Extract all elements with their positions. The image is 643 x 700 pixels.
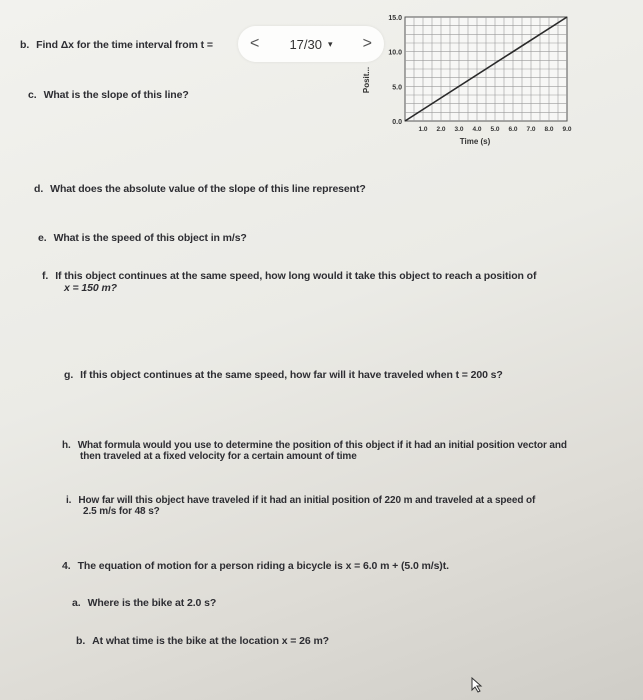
question-g <box>64 369 503 381</box>
question-h-line2: then traveled at a fixed velocity for a certain amount of time <box>80 451 357 462</box>
question-c-label: c. <box>28 89 37 101</box>
x-tick-labels <box>418 126 571 133</box>
question-d <box>34 183 366 195</box>
question-e-text: What is the speed of this object in m/s? <box>53 232 247 244</box>
question-c-text: What is the slope of this line? <box>43 89 189 101</box>
question-b-text: Find Δx for the time interval from t = <box>36 39 213 51</box>
question-c <box>28 89 189 101</box>
y-tick-label: 15.0 <box>388 15 402 22</box>
y-tick-label: 10.0 <box>388 49 402 57</box>
x-tick-label: 3.0 <box>454 126 464 133</box>
question-i-label: i. <box>66 495 72 506</box>
question-d-label: d. <box>34 183 44 195</box>
question-e-label: e. <box>38 232 47 244</box>
prev-page-button[interactable]: < <box>250 35 260 52</box>
x-axis-label: Time (s) <box>459 137 491 146</box>
question-4-label: 4. <box>62 560 71 572</box>
question-4b-label: b. <box>76 635 86 647</box>
question-4b-text: At what time is the bike at the location x = 26 m? <box>92 635 329 647</box>
question-b <box>20 39 213 51</box>
x-tick-label: 2.0 <box>436 126 446 133</box>
question-b-label: b. <box>20 39 30 51</box>
mouse-cursor-icon <box>470 677 484 693</box>
question-g-text: If this object continues at the same speed, how far will it have traveled when t = 200 s? <box>80 369 503 381</box>
next-page-button[interactable]: > <box>362 35 372 52</box>
x-tick-label: 1.0 <box>418 126 428 133</box>
question-g-label: g. <box>64 369 74 381</box>
y-tick-labels <box>388 15 402 126</box>
chevron-down-icon: ▾ <box>328 38 333 49</box>
question-4a <box>72 597 216 609</box>
page-selector[interactable] <box>289 37 332 52</box>
x-tick-label: 6.0 <box>508 126 518 133</box>
page-counter: 17/30 <box>289 36 322 52</box>
position-time-graph <box>355 5 585 155</box>
question-h-line1: What formula would you use to determine the position of this object if it had an initial position vector and <box>77 440 567 451</box>
question-4a-text: Where is the bike at 2.0 s? <box>87 597 217 609</box>
question-i <box>66 495 535 517</box>
question-h <box>62 440 567 462</box>
question-f <box>42 270 536 294</box>
question-f-line2: x = 150 m? <box>64 282 117 294</box>
x-tick-label: 4.0 <box>472 126 482 133</box>
y-tick-label: 5.0 <box>392 84 402 92</box>
question-f-line1: If this object continues at the same speed, how long would it take this object to reach a position of <box>55 270 537 282</box>
question-f-label: f. <box>42 270 49 282</box>
question-i-line2: 2.5 m/s for 48 s? <box>83 506 160 517</box>
y-axis-label: Posit... <box>362 66 371 94</box>
question-i-line1: How far will this object have traveled if it had an initial position of 220 m and traveled at a speed of <box>78 495 536 506</box>
question-4-text: The equation of motion for a person riding a bicycle is x = 6.0 m + (5.0 m/s)t. <box>77 560 449 572</box>
question-h-label: h. <box>62 440 71 451</box>
question-4b <box>76 635 329 647</box>
y-tick-label: 0.0 <box>392 119 402 126</box>
question-4a-label: a. <box>72 597 81 609</box>
x-tick-label: 9.0 <box>562 126 572 133</box>
x-tick-label: 7.0 <box>526 126 536 133</box>
x-tick-label: 5.0 <box>490 126 500 133</box>
question-d-text: What does the absolute value of the slope of this line represent? <box>50 183 366 195</box>
question-4 <box>62 560 449 572</box>
x-tick-label: 8.0 <box>544 126 554 133</box>
question-e <box>38 232 247 244</box>
